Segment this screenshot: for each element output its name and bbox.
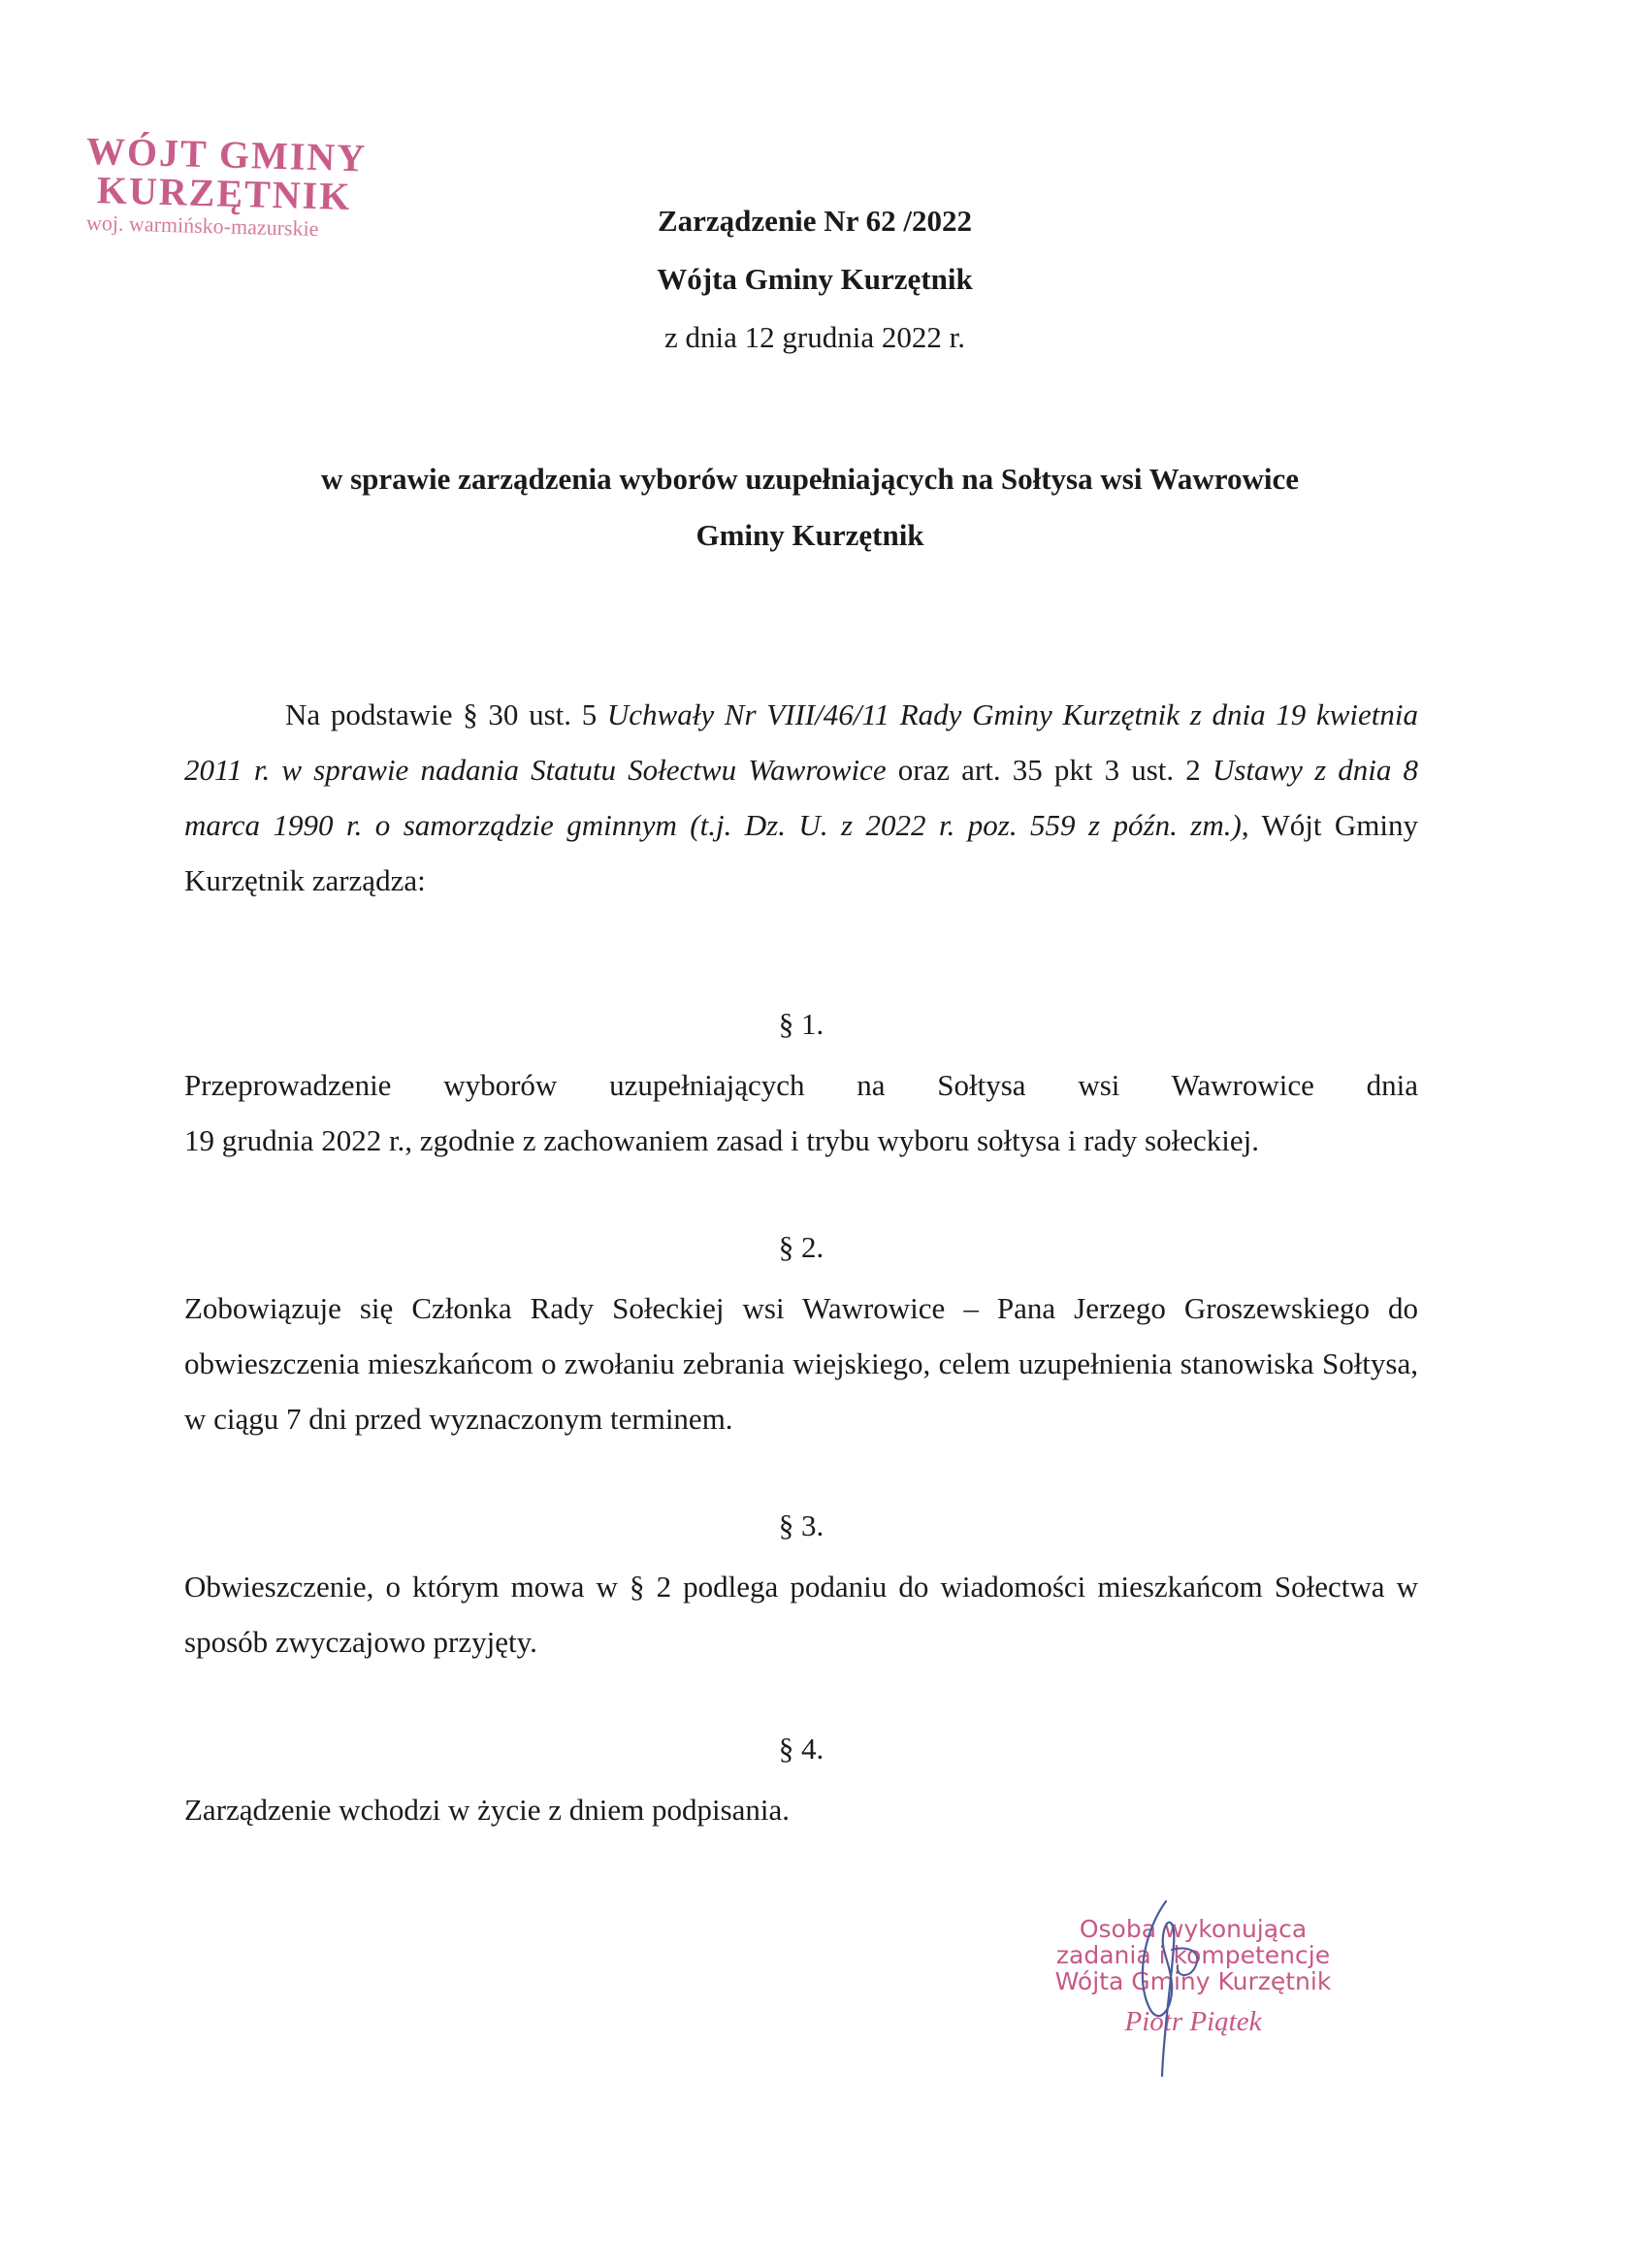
intro-act-2: Ustawy z dnia 8 marca 1990 r. o samorządzie gminnym (t.j. Dz. U. z 2022 r. poz. 559 z późn. zm.) [184, 753, 1418, 842]
subject-line-1: w sprawie zarządzenia wyborów uzupełniających na Sołtysa wsi Wawrowice [320, 462, 1300, 496]
subject-line-2: Gminy Kurzętnik [695, 518, 924, 552]
document-subject [194, 451, 1426, 564]
intro-tail: , Wójt Gminy Kurzętnik zarządza: [184, 808, 1418, 897]
handwritten-signature-icon [1106, 1892, 1242, 2086]
document-date: z dnia 12 grudnia 2022 r. [664, 320, 965, 354]
section-1-line-2: 19 grudnia 2022 r., zgodnie z zachowaniem zasad i trybu wyboru sołtysa i rady sołeckiej. [184, 1123, 1259, 1157]
section-3-text: Obwieszczenie, o którym mowa w § 2 podlega podaniu do wiadomości mieszkańcom Sołectwa w sposób zwyczajowo przyjęty. [184, 1570, 1418, 1659]
stamp-line-1: WÓJT GMINY [85, 128, 368, 180]
intro-lead: Na podstawie § 30 ust. 5 [285, 697, 607, 731]
signatory-name: Piotr Piątek [1124, 2006, 1262, 2037]
section-3-number: § 3. [778, 1508, 824, 1542]
legal-basis-paragraph [184, 687, 1418, 908]
section-2-number: § 2. [778, 1230, 824, 1264]
document-issuer: Wójta Gminy Kurzętnik [657, 262, 973, 296]
section-1-number: § 1. [778, 1007, 824, 1041]
document-title: Zarządzenie Nr 62 /2022 [657, 204, 973, 238]
section-1-line-1: Przeprowadzenie wyborów uzupełniających na Sołtysa wsi Wawrowice dnia [184, 1068, 1418, 1102]
signature-stamp-line-2: zadania i kompetencje [1055, 1941, 1331, 1969]
section-4-number: § 4. [778, 1732, 824, 1766]
intro-act-1: Uchwały Nr VIII/46/11 Rady Gminy Kurzętnik z dnia 19 kwietnia 2011 r. w sprawie nadania Statutu Sołectwu Wawrowice [184, 697, 1418, 787]
signature-stamp-line-1: Osoba wykonująca [1079, 1915, 1308, 1943]
section-4-text: Zarządzenie wchodzi w życie z dniem podpisania. [184, 1793, 791, 1827]
signature-stamp-line-3: Wójta Gminy Kurzętnik [1054, 1967, 1332, 1995]
section-2-text: Zobowiązuje się Członka Rady Sołeckiej wsi Wawrowice – Pana Jerzego Groszewskiego do obwieszczenia mieszkańcom o zwołaniu zebrania wiejskiego, celem uzupełnienia stanowiska Sołtysa, w ciągu 7 dni przed wyznaczonym terminem. [184, 1291, 1418, 1436]
stamp-line-3: woj. warmińsko-mazurskie [85, 210, 319, 242]
section-1-text [184, 1057, 1418, 1168]
intro-middle: oraz art. 35 pkt 3 ust. 2 [886, 753, 1212, 787]
stamp-line-2: KURZĘTNIK [96, 168, 352, 218]
